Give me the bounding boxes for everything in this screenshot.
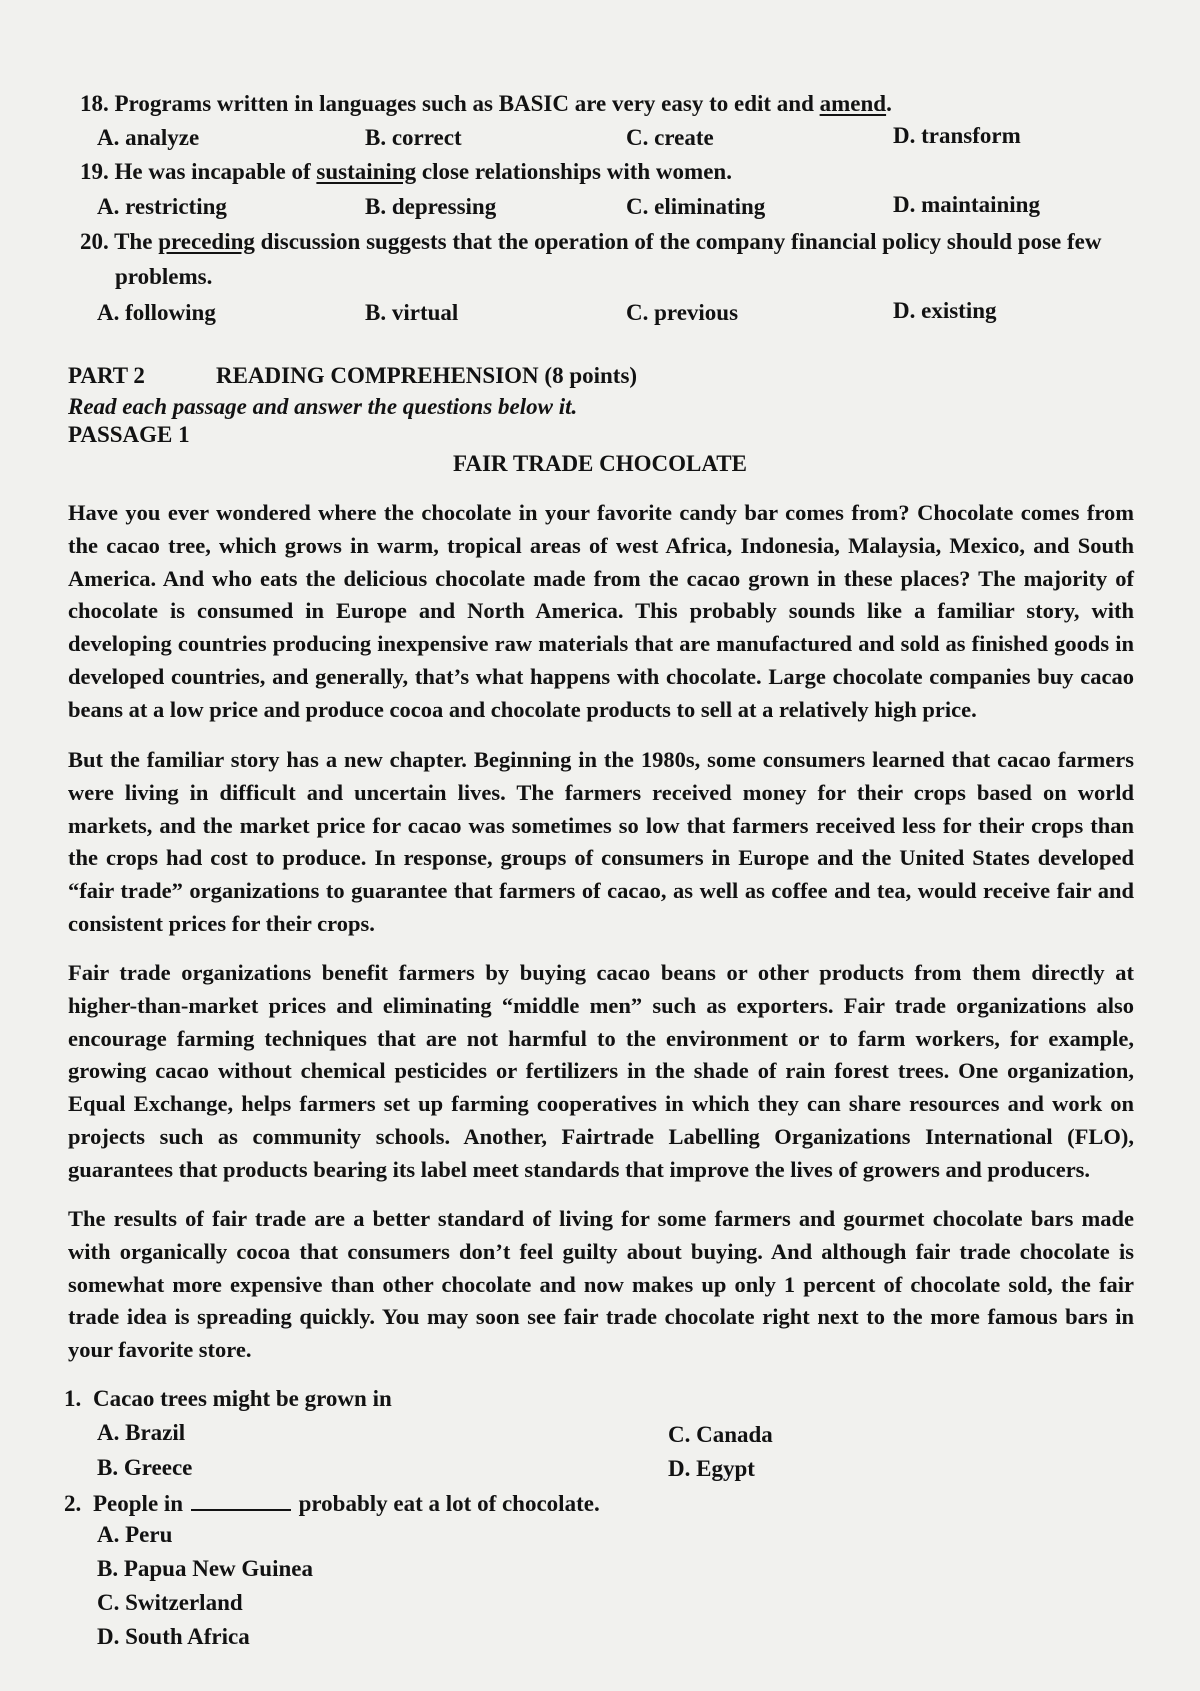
question-number: 19. xyxy=(80,159,109,184)
question-text: Programs written in languages such as BASIC are very easy to edit and xyxy=(114,91,814,116)
question-text-end: close relationships with women. xyxy=(421,159,732,184)
option-c[interactable]: C. eliminating xyxy=(626,194,766,219)
option-d[interactable]: D. existing xyxy=(893,298,997,323)
option-b[interactable]: B. depressing xyxy=(365,194,497,219)
option-c[interactable]: C. Switzerland xyxy=(97,1590,243,1615)
passage-paragraph: But the familiar story has a new chapter. Beginning in the 1980s, some consumers learned that cacao farmers were living in difficult and uncertain lives. The farmers received money for their crops based on world markets, and the market price for cacao was sometimes so low that farmers received less for their crops than the crops had cost to produce. In response, groups of consumers in Europe and the United States developed “fair trade” organizations to guarantee that farmers of cacao, as well as coffee and tea, would receive fair and consistent prices for their crops. xyxy=(68,747,1134,936)
question-number: 2. xyxy=(64,1491,82,1516)
question-text-end: discussion suggests that the operation of the company financial policy should pose few xyxy=(260,229,1102,254)
passage-title: FAIR TRADE CHOCOLATE xyxy=(453,451,747,476)
question-text-end: probably eat a lot of chocolate. xyxy=(298,1491,600,1516)
question-number: 20. xyxy=(80,229,109,254)
underlined-word: sustaining xyxy=(316,159,417,184)
question-18 xyxy=(80,90,892,118)
passage-paragraph: The results of fair trade are a better standard of living for some farmers and gourmet chocolate bars made with organically cocoa that consumers don’t feel guilty about buying. And although fair trade chocolate is somewhat more expensive than other chocolate and now makes up only 1 percent of chocolate sold, the fair trade idea is spreading quickly. You may soon see fair trade chocolate right next to the more famous bars in your favorite store. xyxy=(68,1206,1134,1363)
question-19 xyxy=(80,158,732,186)
option-a[interactable]: A. Brazil xyxy=(97,1420,186,1445)
option-b[interactable]: B. correct xyxy=(365,125,462,150)
passage-paragraph: Fair trade organizations benefit farmers by buying cacao beans or other products from them directly at higher-than-market prices and eliminating “middle men” such as exporters. Fair trade organizations also encourage farming techniques that are not harmful to the environment or to farm workers, for example, growing cacao without chemical pesticides or fertilizers in the shade of rain forest trees. One organization, Equal Exchange, helps farmers set up farming cooperatives in which they can share resources and work on projects such as community schools. Another, Fairtrade Labelling Organizations International (FLO), guarantees that products bearing its label meet standards that improve the lives of growers and producers. xyxy=(68,960,1134,1182)
option-d[interactable]: D. South Africa xyxy=(97,1624,250,1649)
reading-question-1 xyxy=(64,1385,392,1413)
option-c[interactable]: C. create xyxy=(626,125,714,150)
option-b[interactable]: B. Papua New Guinea xyxy=(97,1556,313,1581)
option-a[interactable]: A. restricting xyxy=(97,194,227,219)
option-d[interactable]: D. transform xyxy=(893,123,1021,148)
option-d[interactable]: D. maintaining xyxy=(893,192,1040,217)
option-c[interactable]: C. previous xyxy=(626,300,739,325)
question-text-end: . xyxy=(886,91,892,116)
part-instruction: Read each passage and answer the questions below it. xyxy=(68,394,578,419)
part-title: READING COMPREHENSION (8 points) xyxy=(216,363,638,388)
option-b[interactable]: B. virtual xyxy=(365,300,459,325)
question-20 xyxy=(80,228,1101,256)
question-text: The xyxy=(114,229,153,254)
option-a[interactable]: A. analyze xyxy=(97,125,200,150)
underlined-word: preceding xyxy=(158,229,255,254)
question-text: He was incapable of xyxy=(114,159,311,184)
question-text: People in xyxy=(93,1491,184,1516)
option-b[interactable]: B. Greece xyxy=(97,1455,193,1480)
reading-question-2 xyxy=(64,1487,600,1518)
option-a[interactable]: A. following xyxy=(97,300,216,325)
option-c[interactable]: C. Canada xyxy=(668,1422,773,1447)
option-d[interactable]: D. Egypt xyxy=(668,1456,755,1481)
option-a[interactable]: A. Peru xyxy=(97,1522,173,1547)
question-20-line2: problems. xyxy=(115,264,213,289)
question-number: 1. xyxy=(64,1386,82,1411)
underlined-word: amend xyxy=(819,91,887,116)
passage-paragraph: Have you ever wondered where the chocolate in your favorite candy bar comes from? Chocolate comes from the cacao tree, which grows in warm, tropical areas of west Africa, Indonesia, Malaysia, Mexico, and South America. And who eats the delicious chocolate made from the cacao grown in these places? The majority of chocolate is consumed in Europe and North America. This probably sounds like a familiar story, with developing countries producing inexpensive raw materials that are manufactured and sold as finished goods in developed countries, and generally, that’s what happens with chocolate. Large chocolate companies buy cacao beans at a low price and produce cocoa and chocolate products to sell at a relatively high price. xyxy=(68,500,1134,722)
part-label: PART 2 xyxy=(68,363,145,388)
question-text: Cacao trees might be grown in xyxy=(93,1386,392,1411)
answer-blank[interactable] xyxy=(191,1487,291,1511)
question-number: 18. xyxy=(80,91,109,116)
passage-label: PASSAGE 1 xyxy=(68,422,190,447)
